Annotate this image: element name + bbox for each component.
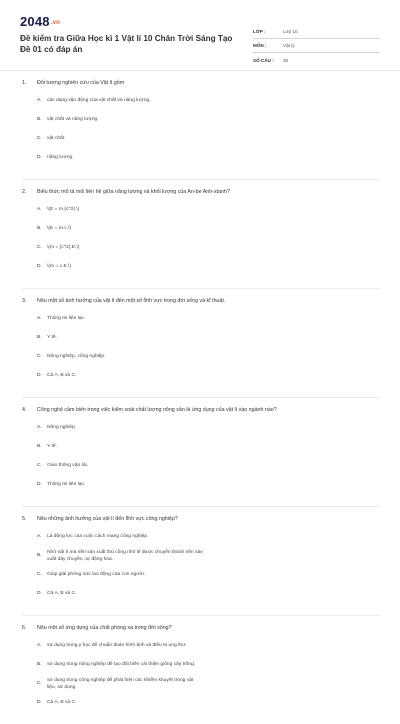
- option-letter: A.: [37, 207, 42, 213]
- question-text: Biểu thức mô tả mối liên hệ giữa năng lượng và khối lượng của An-be Anh-xtanh?: [37, 189, 230, 195]
- option-text: \(m = {c^2}.E.\): [47, 245, 80, 251]
- option-letter: C.: [37, 245, 42, 251]
- question-item: [22, 515, 380, 605]
- answer-options: [22, 529, 380, 605]
- answer-option[interactable]: [37, 676, 209, 692]
- logo-suffix: .vn: [50, 19, 61, 26]
- question-header: [22, 297, 380, 305]
- option-letter: B.: [37, 553, 42, 559]
- question-item: [22, 297, 380, 387]
- option-letter: D.: [37, 700, 42, 706]
- option-text: Giao thông vận tải.: [47, 463, 89, 469]
- answer-option[interactable]: [37, 330, 209, 346]
- question-item: [22, 624, 380, 714]
- answer-option[interactable]: [37, 458, 209, 474]
- question-item: [22, 79, 380, 169]
- meta-value: 30: [283, 57, 289, 63]
- question-separator: [22, 397, 380, 398]
- question-header: [22, 515, 380, 523]
- document-title: Đề kiểm tra Giữa Học kì 1 Vật lí 10 Chân Trời Sáng Tạo Đề 01 có đáp án: [20, 34, 233, 54]
- meta-value: Lớp 10: [283, 29, 298, 34]
- option-text: Cả A, B và C.: [47, 373, 77, 379]
- meta-row-class: [253, 25, 380, 39]
- meta-row-count: [253, 53, 380, 67]
- answer-option[interactable]: [37, 240, 209, 256]
- option-text: Thông tin liên lạc.: [47, 482, 86, 488]
- answer-options: [22, 311, 380, 387]
- answer-option[interactable]: [37, 657, 209, 673]
- option-text: Y tế.: [47, 335, 57, 341]
- option-text: Cả A, B và C.: [47, 700, 77, 706]
- question-separator: [22, 179, 380, 180]
- question-text: Nêu một số ảnh hưởng của vật lí đến một số lĩnh vực trong đời sống và kĩ thuật.: [37, 298, 226, 304]
- answer-option[interactable]: [37, 638, 209, 654]
- option-letter: A.: [37, 534, 42, 540]
- option-text: Nông nghiệp, công nghiệp.: [47, 354, 106, 360]
- answer-option[interactable]: [37, 529, 209, 545]
- option-text: Thông tin liên lạc.: [47, 316, 86, 322]
- answer-options: [22, 420, 380, 496]
- meta-row-subject: [253, 39, 380, 53]
- option-text: Y tế.: [47, 444, 57, 450]
- answer-option[interactable]: [37, 695, 209, 711]
- option-letter: C.: [37, 572, 42, 578]
- header-divider: [0, 70, 400, 71]
- question-number: 4.: [22, 407, 27, 413]
- option-text: Nhờ vật lí mà nền sản xuất thủ công nhỏ lẻ được chuyển thành nền sản xuất dây chuyền, tự động hóa.: [47, 549, 203, 562]
- option-text: sử dụng trong nông nghiệp để tạo đột biến cải thiện giống cây trồng.: [47, 662, 196, 668]
- answer-options: [22, 638, 380, 714]
- option-letter: B.: [37, 662, 42, 668]
- question-header: [22, 79, 380, 87]
- answer-option[interactable]: [37, 259, 209, 275]
- option-letter: A.: [37, 425, 42, 431]
- meta-label: SỐ CÂU :: [253, 57, 274, 63]
- question-number: 6.: [22, 625, 27, 631]
- option-letter: C.: [37, 681, 42, 687]
- question-header: [22, 406, 380, 414]
- option-letter: D.: [37, 482, 42, 488]
- answer-option[interactable]: [37, 93, 209, 109]
- question-separator: [22, 615, 380, 616]
- meta-label: LỚP :: [253, 29, 266, 34]
- option-letter: A.: [37, 316, 42, 322]
- question-number: 5.: [22, 516, 27, 522]
- answer-option[interactable]: [37, 112, 209, 128]
- option-text: Là động lực của cuộc cách mạng công nghiệp.: [47, 534, 149, 540]
- option-letter: C.: [37, 463, 42, 469]
- option-text: sử dụng trong y học để chuẩn đoán hình ảnh và điều trị ung thư.: [47, 643, 187, 649]
- option-letter: B.: [37, 117, 42, 123]
- option-text: các dạng vận động của vật chất và năng lượng.: [47, 98, 151, 104]
- answer-option[interactable]: [37, 567, 209, 583]
- option-letter: D.: [37, 155, 42, 161]
- option-letter: A.: [37, 643, 42, 649]
- answer-option[interactable]: [37, 439, 209, 455]
- question-item: [22, 406, 380, 496]
- question-separator: [22, 506, 380, 507]
- option-letter: C.: [37, 136, 42, 142]
- answer-option[interactable]: [37, 202, 209, 218]
- question-text: Công nghệ cảm biến trong việc kiểm soát chất lượng nông sản là ứng dụng của vật lí vào ngành nào?: [37, 407, 277, 413]
- question-separator: [22, 288, 380, 289]
- option-text: Cả A, B và C.: [47, 591, 77, 597]
- option-letter: D.: [37, 591, 42, 597]
- answer-option[interactable]: [37, 311, 209, 327]
- option-text: \(m = c.E.\): [47, 264, 72, 270]
- question-text: Nêu một số ứng dụng của chất phóng xạ trong đời sống?: [37, 625, 172, 631]
- meta-value: Vật lý: [283, 43, 295, 48]
- option-text: Nông nghiệp.: [47, 425, 77, 431]
- option-text: Giúp giải phóng sức lao động của con người.: [47, 572, 146, 578]
- answer-option[interactable]: [37, 586, 209, 602]
- question-number: 1.: [22, 80, 27, 86]
- question-list: [22, 79, 380, 724]
- option-text: vật chất.: [47, 136, 66, 142]
- question-header: [22, 624, 380, 632]
- answer-option[interactable]: [37, 548, 209, 564]
- answer-option[interactable]: [37, 131, 209, 147]
- answer-option[interactable]: [37, 349, 209, 365]
- question-text: Nêu những ảnh hưởng của vật lí đến lĩnh vực công nghiệp?: [37, 516, 178, 522]
- logo-text: 2048: [20, 14, 50, 29]
- document-meta-table: [253, 25, 380, 67]
- option-letter: B.: [37, 444, 42, 450]
- question-item: [22, 188, 380, 278]
- option-text: vật chất và năng lượng.: [47, 117, 99, 123]
- answer-options: [22, 202, 380, 278]
- option-letter: B.: [37, 226, 42, 232]
- option-text: năng lượng.: [47, 155, 74, 161]
- meta-label: MÔN :: [253, 43, 267, 48]
- answer-options: [22, 93, 380, 169]
- option-text: sử dụng trong công nghiệp để phát hiện các khiếm khuyết trong vật liệu, sử dụng: [47, 677, 194, 690]
- answer-option[interactable]: [37, 221, 209, 237]
- question-text: Đối tượng nghiên cứu của Vật lí gồm: [37, 80, 125, 86]
- option-letter: D.: [37, 373, 42, 379]
- option-text: \(E = m.{c^2}.\): [47, 207, 80, 213]
- answer-option[interactable]: [37, 420, 209, 436]
- question-number: 2.: [22, 189, 27, 195]
- option-text: \(E = m.c.\): [47, 226, 72, 232]
- answer-option[interactable]: [37, 477, 209, 493]
- option-letter: B.: [37, 335, 42, 341]
- option-letter: D.: [37, 264, 42, 270]
- site-logo[interactable]: [20, 14, 60, 29]
- question-number: 3.: [22, 298, 27, 304]
- answer-option[interactable]: [37, 368, 209, 384]
- answer-option[interactable]: [37, 150, 209, 166]
- option-letter: C.: [37, 354, 42, 360]
- document-header: [20, 14, 380, 72]
- option-letter: A.: [37, 98, 42, 104]
- question-header: [22, 188, 380, 196]
